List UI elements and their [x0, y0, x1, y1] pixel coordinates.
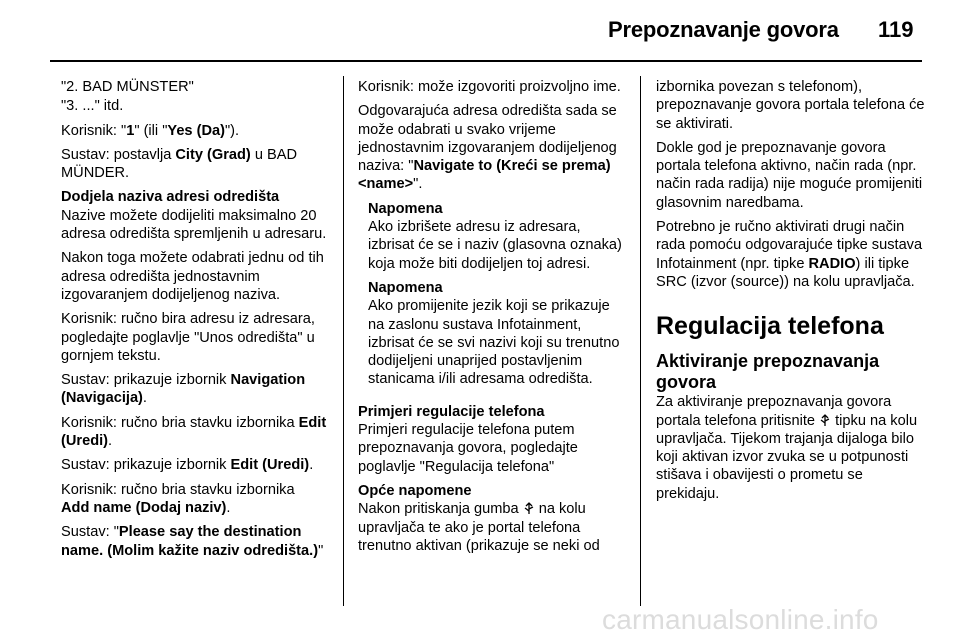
paragraph: Dokle god je prepoznavanje govora portala telefona aktivno, način rada (npr. način rada radija) nije moguće promijeniti glasovnim naredbama. [656, 139, 923, 211]
text-run: Sustav: prikazuje izbornik [61, 457, 231, 474]
dialog-line [61, 414, 327, 451]
column-right [656, 78, 926, 509]
text-run: Nakon pritiskanja gumba [358, 501, 523, 518]
bold-run: Please say the destination name. (Molim kažite naziv odredišta.) [61, 524, 319, 559]
text-run: . [108, 433, 113, 450]
column-middle [358, 78, 626, 561]
text-run: " (ili " [134, 122, 168, 139]
bold-run: RADIO [808, 255, 856, 272]
steering-voice-button-icon [523, 502, 535, 515]
note-box [368, 279, 626, 389]
text-run: . [309, 457, 314, 474]
bold-run: Yes (Da) [167, 122, 225, 139]
paragraph: Nakon toga možete odabrati jednu od tih adresa odredišta jednostavnim izgovaranjem dodijeljenog naziva. [61, 250, 324, 303]
text-run: Odgovarajuća adresa odredišta sada se može odabrati u svako vrijeme jednostavnim izgovaranjem dodijeljenog naziva: " [358, 103, 617, 175]
paragraph [358, 500, 626, 555]
text-run: Korisnik: ručno bria stavku izbornika [61, 414, 299, 431]
paragraph: Korisnik: može izgovoriti proizvoljno ime. [358, 79, 621, 95]
page-header-title: Prepoznavanje govora [608, 17, 839, 42]
subheading: Opće napomene [358, 482, 472, 499]
bold-run: Edit (Uredi) [230, 457, 310, 474]
text-run: u BAD MÜNDER. [61, 146, 298, 182]
text-run: ". [413, 176, 423, 193]
note-text: Ako promijenite jezik koji se prikazuje na zaslonu sustava Infotainment, izbrisat će se svi nazivi koji su trenutno dodijeljeni unaprijed postavljenim stanicama i/ili adresama odredišta. [368, 298, 620, 388]
dialog-line [61, 481, 327, 518]
note-heading: Napomena [368, 279, 443, 296]
text-run: Sustav: " [61, 524, 119, 541]
note-heading: Napomena [368, 200, 443, 217]
dialog-line [61, 456, 327, 474]
paragraph: Primjeri regulacije telefona putem prepoznavanja govora, pogledajte poglavlje "Regulacija telefona" [358, 422, 578, 475]
text-run: Sustav: postavlja [61, 146, 176, 163]
bold-run: Add name (Dodaj naziv) [61, 499, 227, 516]
text-line: "2. BAD MÜNSTER" [61, 79, 194, 95]
text-run: . [142, 390, 147, 407]
subheading: Dodjela naziva adresi odredišta [61, 189, 280, 206]
text-run: Za aktiviranje prepoznavanja govora portala telefona pritisnite [656, 394, 892, 429]
watermark: carmanualsonline.info [602, 604, 879, 635]
note-box [368, 200, 626, 273]
column-divider-left [343, 76, 344, 606]
text-run: . [226, 499, 231, 516]
text-run: Sustav: prikazuje izbornik [61, 372, 231, 389]
text-line: "3. ..." itd. [61, 98, 124, 115]
dialog-line [61, 371, 327, 408]
text-run: ) ili tipke SRC (izvor (source)) na kolu upravljača. [656, 255, 915, 290]
paragraph: Korisnik: ručno bira adresu iz adresara, pogledajte poglavlje "Unos odredišta" u gornjem tekstu. [61, 311, 315, 364]
steering-voice-button-icon [819, 414, 831, 427]
text-run: Korisnik: " [61, 122, 127, 139]
paragraph [358, 102, 626, 193]
column-left [61, 78, 327, 566]
paragraph: Nazive možete dodijeliti maksimalno 20 adresa odredišta spremljenih u adresaru. [61, 207, 327, 243]
header-divider [50, 60, 922, 62]
subheading: Primjeri regulacije telefona [358, 403, 545, 420]
text-run: Potrebno je ručno aktivirati drugi način rada pomoću odgovarajuće tipke sustava Infotainment (npr. tipke [656, 219, 923, 272]
note-text: Ako izbrišete adresu iz adresara, izbrisat će se i naziv (glasovna oznaka) koja može biti dodijeljen toj adresi. [368, 219, 622, 272]
text-run: tipku na kolu upravljača. Tijekom trajanja dijaloga bilo koji aktivan izvor zvuka se u potpunosti stišava i obavijesti o prometu se prekidaju. [656, 412, 918, 502]
bold-run: Navigate to (Kreći se prema) <name> [358, 158, 611, 193]
bold-run: Edit (Uredi) [61, 414, 327, 450]
subsection-title: Aktiviranje prepoznavanja govora [656, 351, 880, 393]
dialog-line [61, 146, 327, 183]
bold-run: 1 [126, 122, 135, 139]
text-run: Korisnik: ručno bria stavku izbornika [61, 481, 295, 498]
paragraph [656, 218, 926, 291]
paragraph [656, 393, 926, 503]
text-run: "). [224, 122, 240, 139]
bold-run: Navigation (Navigacija) [61, 372, 306, 407]
text-run: na kolu upravljača te ako je portal telefona trenutno aktivan (prikazuje se neki od [358, 501, 600, 554]
dialog-line [61, 523, 327, 560]
section-title: Regulacija telefona [656, 312, 884, 341]
text-run: " [318, 542, 324, 559]
page-number: 119 [878, 17, 914, 42]
dialog-line [61, 122, 327, 140]
column-divider-right [640, 76, 641, 606]
bold-run: City (Grad) [175, 146, 251, 163]
paragraph: izbornika povezan s telefonom), prepoznavanje govora portala telefona će se aktivirati. [656, 79, 925, 132]
